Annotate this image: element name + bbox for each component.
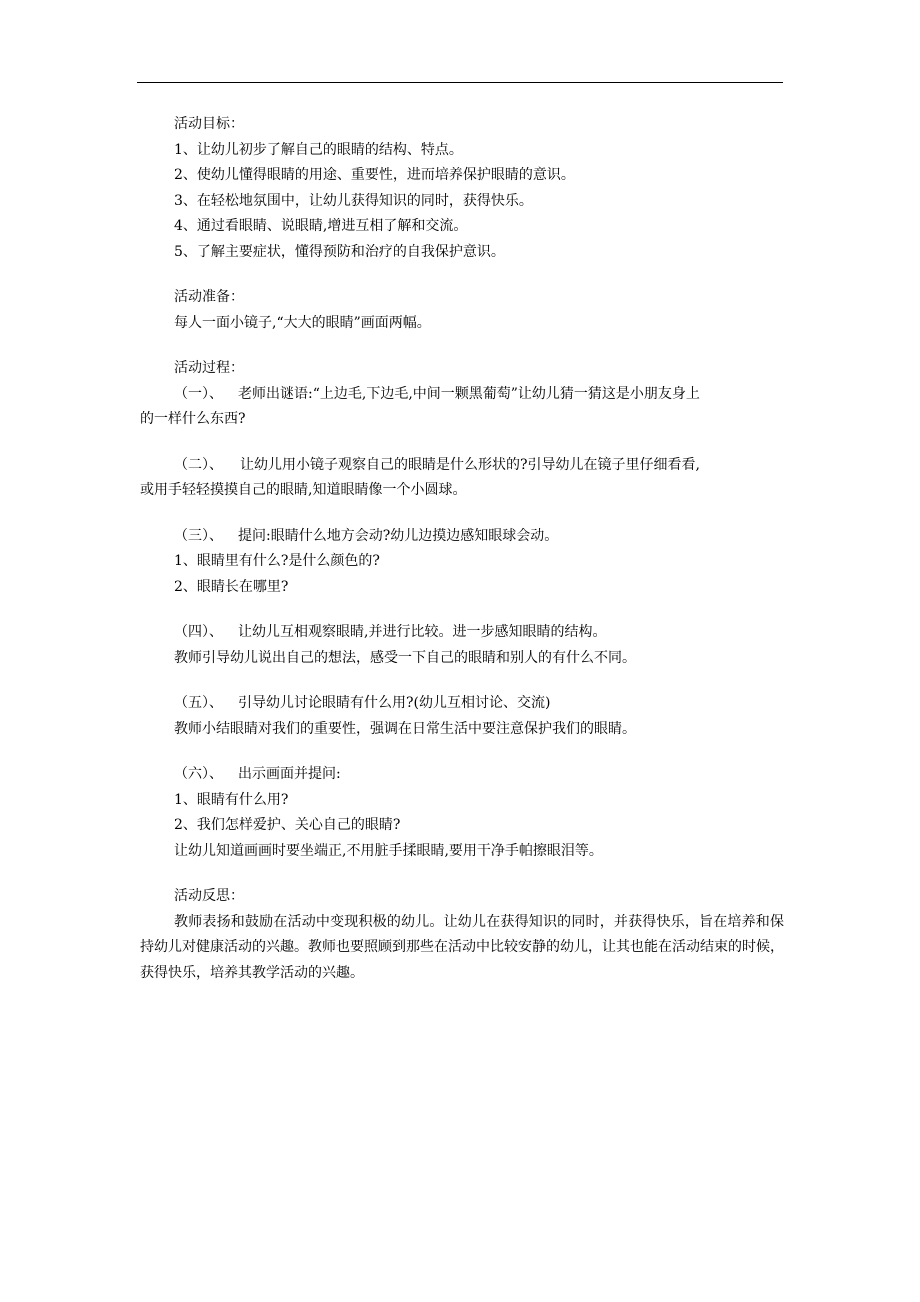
goals-heading: 活动目标： bbox=[174, 116, 244, 132]
step-3-line-1 bbox=[140, 524, 784, 550]
goal-item-3: 3、在轻松地氛围中，让幼儿获得知识的同时，获得快乐。 bbox=[174, 192, 533, 209]
step-5-number: （五）、 bbox=[174, 695, 223, 711]
step-4-number: （四）、 bbox=[174, 624, 223, 640]
step-5-text: 引导幼儿讨论眼睛有什么用?(幼儿互相讨论、交流) bbox=[238, 695, 551, 711]
step-6-sub-1: 1、眼睛有什么用? bbox=[174, 791, 289, 808]
goal-item-4: 4、通过看眼睛、说眼睛,增进互相了解和交流。 bbox=[174, 218, 468, 234]
document-body bbox=[140, 112, 784, 986]
step-2-line-2: 或用手轻轻摸摸自己的眼睛,知道眼睛像一个小圆球。 bbox=[140, 482, 467, 498]
goal-item-5: 5、了解主要症状，懂得预防和治疗的自我保护意识。 bbox=[174, 243, 505, 260]
section-goals bbox=[140, 112, 784, 265]
step-3-number: （三）、 bbox=[174, 527, 223, 544]
prep-text: 每人一面小镜子,“大大的眼睛”画面两幅。 bbox=[174, 314, 431, 331]
spacer bbox=[140, 433, 784, 453]
step-4-line-1 bbox=[140, 620, 784, 646]
spacer bbox=[140, 265, 784, 285]
step-2-line-1 bbox=[140, 453, 784, 479]
spacer bbox=[140, 864, 784, 884]
section-reflection bbox=[140, 884, 784, 986]
step-4-text: 让幼儿互相观察眼睛,并进行比较。进一步感知眼睛的结构。 bbox=[238, 624, 607, 640]
step-3-sub-1: 1、眼睛里有什么?是什么颜色的? bbox=[174, 553, 380, 569]
step-6-number: （六）、 bbox=[174, 766, 223, 782]
step-2-number: （二）、 bbox=[174, 456, 223, 473]
step-3-sub-2: 2、眼睛长在哪里? bbox=[174, 578, 289, 595]
prep-heading: 活动准备： bbox=[174, 289, 244, 305]
step-1-text: 老师出谜语:“上边毛,下边毛,中间一颗黑葡萄”让幼儿猜一猜这是小朋友身上 bbox=[238, 385, 700, 402]
step-6-line-1 bbox=[140, 762, 784, 788]
step-3-text: 提问:眼睛什么地方会动?幼儿边摸边感知眼球会动。 bbox=[238, 527, 559, 544]
goal-item-2: 2、使幼儿懂得眼睛的用途、重要性，进而培养保护眼睛的意识。 bbox=[174, 167, 575, 183]
step-6-sub-2: 2、我们怎样爱护、关心自己的眼睛? bbox=[174, 817, 401, 833]
header-rule bbox=[137, 82, 783, 83]
section-process bbox=[140, 356, 784, 864]
section-prep bbox=[140, 285, 784, 336]
step-5-line-1 bbox=[140, 691, 784, 717]
spacer bbox=[140, 504, 784, 524]
step-2-text: 让幼儿用小镜子观察自己的眼睛是什么形状的?引导幼儿在镜子里仔细看看, bbox=[240, 456, 700, 473]
reflection-heading: 活动反思： bbox=[174, 888, 244, 904]
step-1-line-1 bbox=[140, 382, 784, 408]
spacer bbox=[140, 742, 784, 762]
spacer bbox=[140, 600, 784, 620]
step-6-text: 出示画面并提问: bbox=[238, 766, 341, 782]
step-1-line-2: 的一样什么东西? bbox=[140, 411, 246, 427]
step-6-sub-3: 让幼儿知道画画时要坐端正,不用脏手揉眼睛,要用干净手帕擦眼泪等。 bbox=[174, 842, 603, 859]
spacer bbox=[140, 336, 784, 356]
step-4-sub-1: 教师引导幼儿说出自己的想法，感受一下自己的眼睛和别人的有什么不同。 bbox=[174, 649, 636, 666]
process-heading: 活动过程： bbox=[174, 360, 244, 376]
spacer bbox=[140, 671, 784, 691]
goal-item-1: 1、让幼儿初步了解自己的眼睛的结构、特点。 bbox=[174, 141, 463, 158]
step-5-sub-1: 教师小结眼睛对我们的重要性，强调在日常生活中要注意保护我们的眼睛。 bbox=[174, 720, 636, 737]
reflection-text: 教师表扬和鼓励在活动中变现积极的幼儿。让幼儿在获得知识的同时，并获得快乐，旨在培养和保持幼儿对健康活动的兴趣。教师也要照顾到那些在活动中比较安静的幼儿，让其也能在活动结束的时候，获得快乐，培养其教学活动的兴趣。 bbox=[140, 913, 784, 981]
step-1-number: （一）、 bbox=[174, 385, 223, 402]
